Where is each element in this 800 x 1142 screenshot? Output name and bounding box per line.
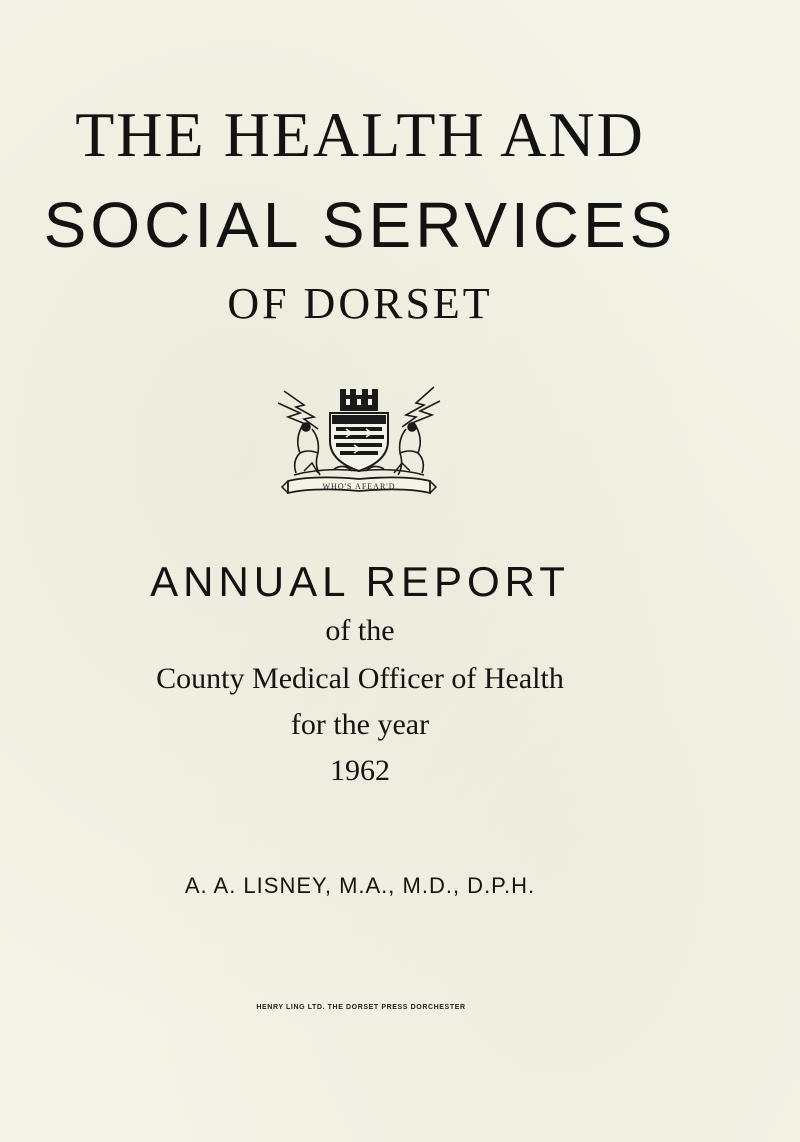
- title-line-2: SOCIAL SERVICES: [43, 189, 677, 261]
- for-the-year-text: for the year: [290, 708, 430, 741]
- left-dragon-icon: [278, 391, 320, 475]
- of-the-text: of the: [325, 614, 395, 647]
- title-line-1: THE HEALTH AND: [75, 99, 645, 170]
- dorset-crest-icon: [274, 383, 444, 498]
- castle-crown-icon: [340, 389, 378, 411]
- printer-imprint: HENRY LING LTD. THE DORSET PRESS DORCHESTER: [256, 1004, 466, 1011]
- title-line-3: OF DORSET: [227, 279, 493, 328]
- shield-icon: [330, 413, 388, 471]
- svg-text:WHO'S AFEAR'D: WHO'S AFEAR'D: [322, 482, 396, 491]
- author-name: A. A. LISNEY, M.A., M.D., D.P.H.: [184, 873, 536, 898]
- report-heading: ANNUAL REPORT: [150, 558, 570, 605]
- report-year: 1962: [330, 754, 390, 787]
- officer-title: County Medical Officer of Health: [156, 662, 564, 695]
- motto-scroll-icon: [282, 477, 436, 493]
- right-dragon-icon: [398, 387, 440, 475]
